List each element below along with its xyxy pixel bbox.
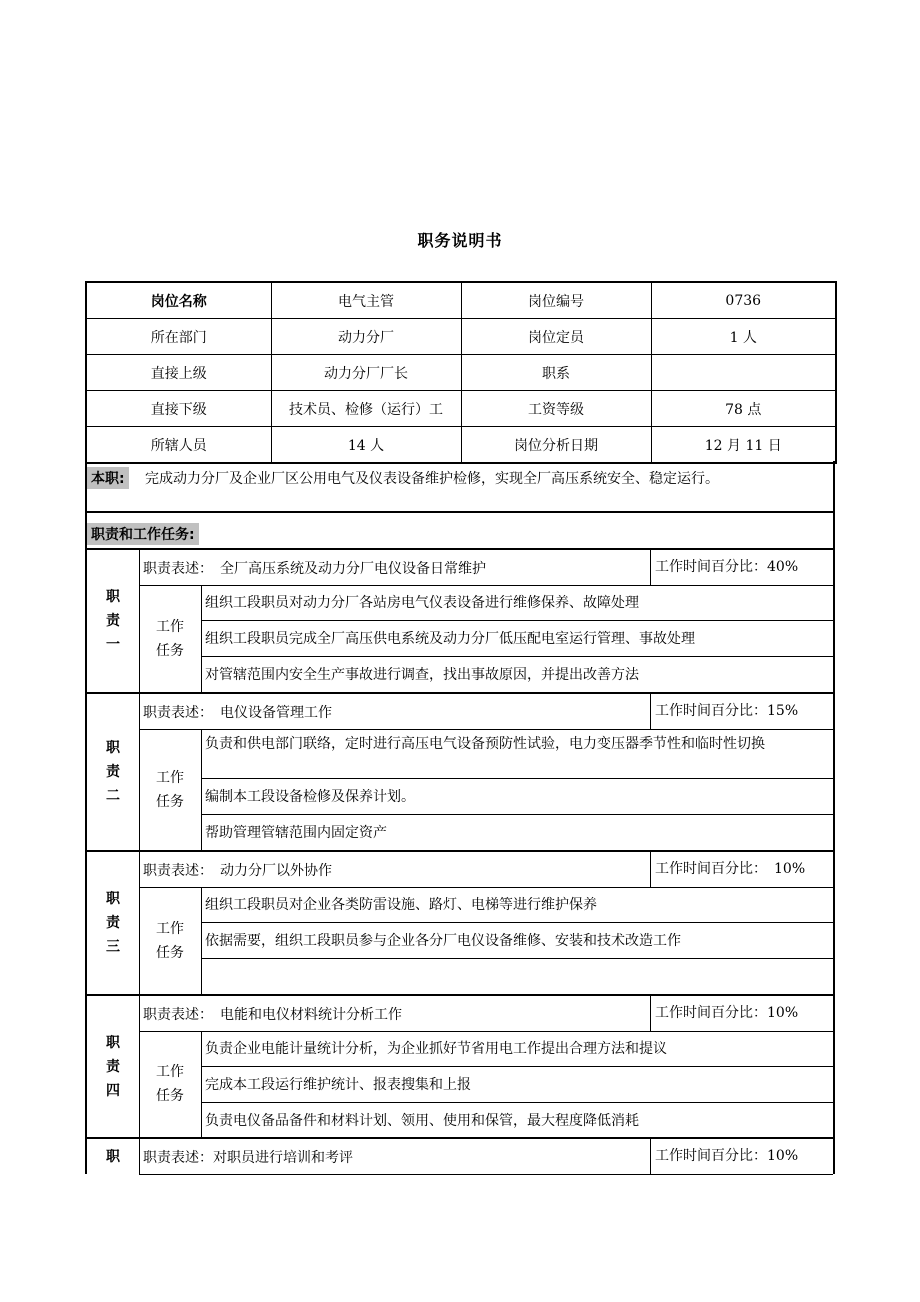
work-task-label: 工作 任务: [139, 887, 202, 994]
task-item: [201, 959, 833, 994]
table-row: [86, 282, 836, 319]
info-label: 岗位编号: [461, 282, 651, 319]
summary-text: 完成动力分厂及企业厂区公用电气及仪表设备维护检修，实现全厂高压系统安全、稳定运行。: [145, 471, 719, 487]
table-row: [86, 391, 836, 427]
info-value: 动力分厂: [271, 319, 461, 355]
duties-header: [85, 513, 835, 550]
duty-block-1: [85, 550, 835, 694]
info-label: 岗位分析日期: [461, 427, 651, 464]
duty-description: 职责表述： 电能和电仪材料统计分析工作: [143, 1007, 402, 1023]
duty-label: 职 责 三: [87, 852, 140, 994]
duties-header-label: 职责和工作任务:: [87, 523, 199, 545]
summary-label: 本职:: [87, 467, 129, 489]
info-label: 岗位名称: [86, 282, 271, 319]
duty-description: 职责表述： 全厂高压系统及动力分厂电仪设备日常维护: [143, 561, 486, 577]
info-value: 0736: [651, 282, 836, 319]
info-label: 所在部门: [86, 319, 271, 355]
task-item: 编制本工段设备检修及保养计划。: [201, 779, 833, 815]
duty-block-4: [85, 996, 835, 1139]
task-item: 帮助管理管辖范围内固定资产: [205, 825, 387, 841]
info-value: 12 月 11 日: [651, 427, 836, 464]
duty-description-row: [139, 996, 833, 1032]
info-value: 78 点: [651, 391, 836, 427]
task-item: 负责电仪备品备件和材料计划、领用、使用和保管，最大程度降低消耗: [205, 1113, 639, 1129]
duty-block-5: [85, 1139, 835, 1174]
info-label: 工资等级: [461, 391, 651, 427]
duty-label: 职 责 一: [87, 550, 140, 692]
time-percentage: 工作时间百分比： 10%: [650, 852, 833, 887]
task-item: 组织工段职员对动力分厂各站房电气仪表设备进行维修保养、故障处理: [201, 585, 833, 621]
task-item: 对管辖范围内安全生产事故进行调查，找出事故原因，并提出改善方法: [205, 667, 639, 683]
duty-label: 职 责 四: [87, 996, 140, 1137]
info-value: 技术员、检修（运行）工: [271, 391, 461, 427]
work-task-label: 工作 任务: [139, 729, 202, 850]
time-percentage: 工作时间百分比：15%: [650, 694, 833, 729]
duty-description-row: [139, 694, 833, 730]
info-label: 直接上级: [86, 355, 271, 391]
info-value: 14 人: [271, 427, 461, 464]
task-item: 组织工段职员完成全厂高压供电系统及动力分厂低压配电室运行管理、事故处理: [201, 621, 833, 657]
time-percentage: 工作时间百分比：10%: [650, 996, 833, 1031]
duty-label: 职: [87, 1139, 140, 1174]
duty-description: 职责表述：对职员进行培训和考评: [143, 1150, 353, 1166]
task-item: 依据需要，组织工段职员参与企业各分厂电仪设备维修、安装和技术改造工作: [201, 923, 833, 959]
info-label: 职系: [461, 355, 651, 391]
info-value: 电气主管: [271, 282, 461, 319]
info-value: 1 人: [651, 319, 836, 355]
time-percentage: 工作时间百分比：10%: [650, 1139, 833, 1174]
table-row: [86, 427, 836, 464]
duty-block-2: [85, 694, 835, 852]
duty-description: 职责表述： 电仪设备管理工作: [143, 705, 332, 721]
info-value: 动力分厂厂长: [271, 355, 461, 391]
info-label: 岗位定员: [461, 319, 651, 355]
document-title: 职务说明书: [417, 231, 503, 250]
task-item: 完成本工段运行维护统计、报表搜集和上报: [201, 1067, 833, 1103]
duty-block-3: [85, 852, 835, 996]
info-table: [85, 281, 837, 464]
info-label: 直接下级: [86, 391, 271, 427]
task-item: 负责企业电能计量统计分析，为企业抓好节省用电工作提出合理方法和提议: [201, 1031, 833, 1067]
time-percentage: 工作时间百分比：40%: [650, 550, 833, 585]
info-value: [651, 355, 836, 391]
info-label: 所辖人员: [86, 427, 271, 464]
duty-description-row: [139, 550, 833, 586]
table-row: [86, 355, 836, 391]
work-task-label: 工作 任务: [139, 585, 202, 692]
task-item: 负责和供电部门联络，定时进行高压电气设备预防性试验，电力变压器季节性和临时性切换: [201, 729, 833, 779]
job-summary: [85, 461, 835, 513]
table-row: [86, 319, 836, 355]
task-item: 组织工段职员对企业各类防雷设施、路灯、电梯等进行维护保养: [201, 887, 833, 923]
duty-description-row: [139, 1139, 833, 1175]
duty-description-row: [139, 852, 833, 888]
work-task-label: 工作 任务: [139, 1031, 202, 1137]
duty-label: 职 责 二: [87, 694, 140, 850]
duty-description: 职责表述： 动力分厂以外协作: [143, 863, 332, 879]
